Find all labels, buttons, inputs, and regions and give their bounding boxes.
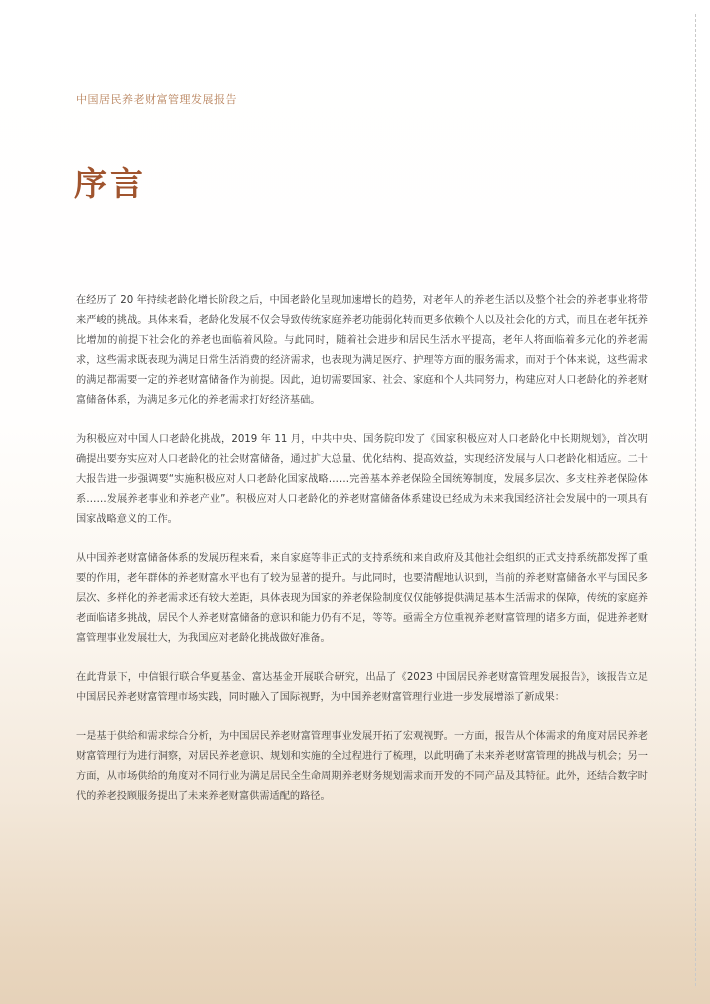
preface-body	[76, 291, 648, 826]
paragraph: 一是基于供给和需求综合分析，为中国居民养老财富管理事业发展开拓了宏观视野。一方面，报告从个体需求的角度对居民养老财富管理行为进行洞察，对居民养老意识、规划和实施的全过程进行了梳理，以此明确了未来养老财富管理的挑战与机会；另一方面，从市场供给的角度对不同行业为满足居民全生命周期养老财务规划需求而开发的不同产品及其特征。此外，还结合数字时代的养老投顾服务提出了未来养老财富供需适配的路径。	[76, 731, 648, 802]
paragraph: 从中国养老财富储备体系的发展历程来看，来自家庭等非正式的支持系统和来自政府及其他社会组织的正式支持系统都发挥了重要的作用，老年群体的养老财富水平也有了较为显著的提升。与此同时，也要清醒地认识到，当前的养老财富储备水平与国民多层次、多样化的养老需求还有较大差距，具体表现为国家的养老保险制度仅仅能够提供满足基本生活需求的保障，传统的家庭养老面临诸多挑战，居民个人养老财富储备的意识和能力仍有不足，等等。亟需全方位重视养老财富管理的诸多方面，促进养老财富管理事业发展壮大，为我国应对老龄化挑战做好准备。	[76, 553, 648, 644]
paragraph: 为积极应对中国人口老龄化挑战，2019 年 11 月，中共中央、国务院印发了《国家积极应对人口老龄化中长期规划》，首次明确提出要夯实应对人口老龄化的社会财富储备，通过扩大总量、优化结构、提高效益，实现经济发展与人口老龄化相适应。二十大报告进一步强调要“实施积极应对人口老龄化国家战略……完善基本养老保险全国统筹制度，发展多层次、多支柱养老保险体系……发展养老事业和养老产业”。积极应对人口老龄化的养老财富储备体系建设已经成为未来我国经济社会发展中的一项具有国家战略意义的工作。	[76, 434, 648, 525]
page-edge-line	[695, 14, 696, 986]
paragraph: 在经历了 20 年持续老龄化增长阶段之后，中国老龄化呈现加速增长的趋势，对老年人的养老生活以及整个社会的养老事业将带来严峻的挑战。具体来看，老龄化发展不仅会导致传统家庭养老功能弱化转而更多依赖个人以及社会化的方式，而且在老年抚养比增加的前提下社会化的养老也面临着风险。与此同时，随着社会进步和居民生活水平提高，老年人将面临着多元化的养老需求，这些需求既表现为满足日常生活消费的经济需求，也表现为满足医疗、护理等方面的服务需求，而对于个体来说，这些需求的满足都需要一定的养老财富储备作为前提。因此，迫切需要国家、社会、家庭和个人共同努力，构建应对人口老龄化的养老财富储备体系，为满足多元化的养老需求打好经济基础。	[76, 295, 648, 406]
paragraph: 在此背景下，中信银行联合华夏基金、富达基金开展联合研究，出品了《2023 中国居民养老财富管理发展报告》，该报告立足中国居民养老财富管理市场实践，同时融入了国际视野，为中国养老财富管理行业进一步发展增添了新成果：	[76, 672, 648, 703]
page-title: 序言	[74, 164, 146, 203]
running-header: 中国居民养老财富管理发展报告	[76, 93, 237, 106]
